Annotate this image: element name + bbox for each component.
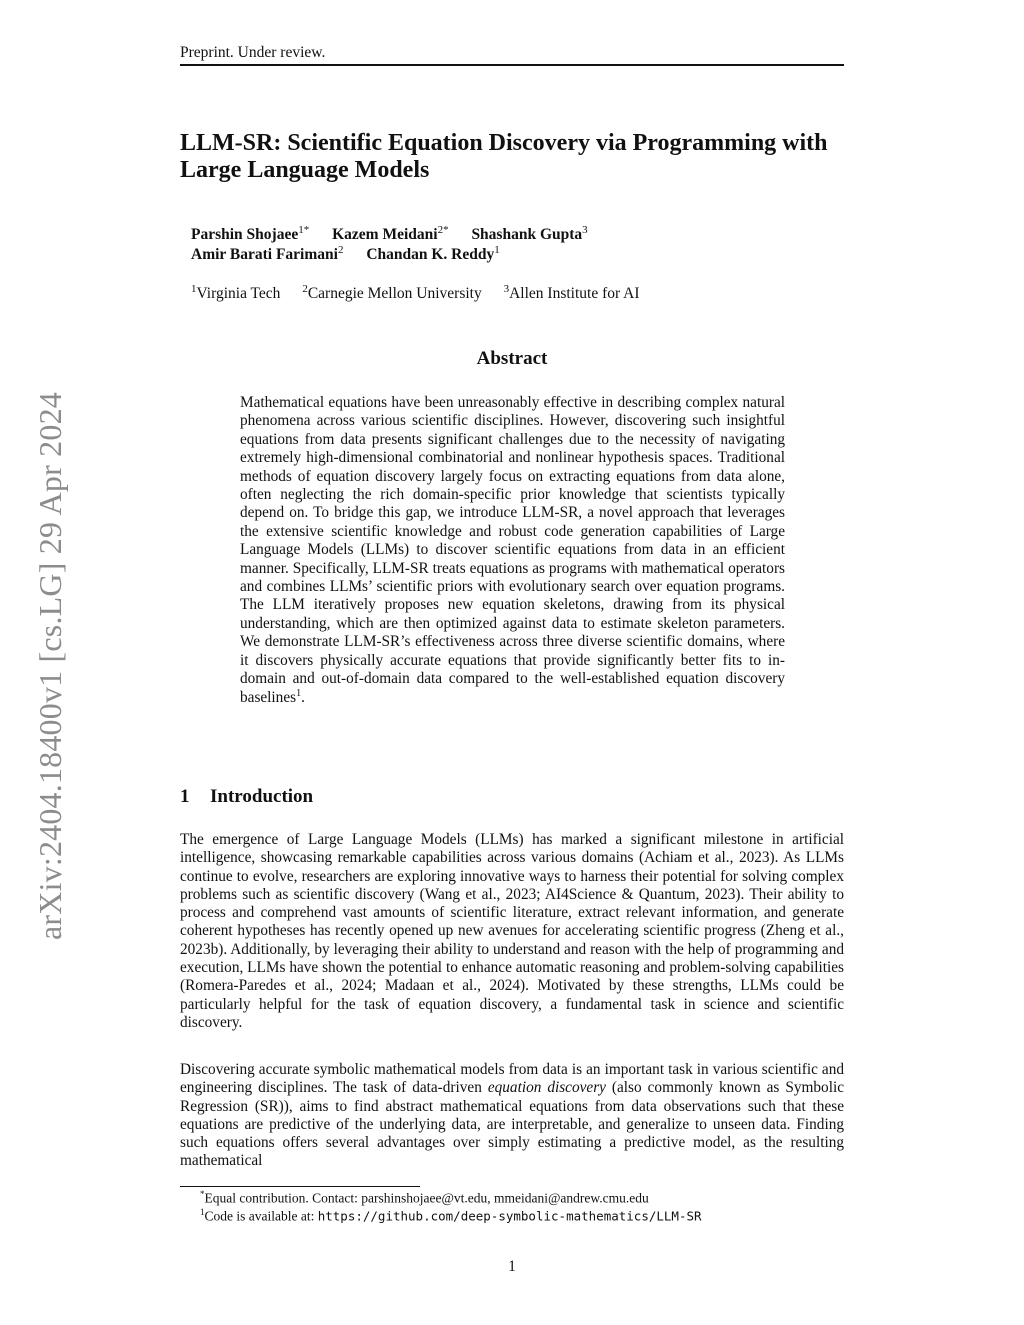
abstract-heading: Abstract bbox=[476, 348, 548, 369]
page-number: 1 bbox=[508, 1258, 516, 1275]
header-rule bbox=[180, 64, 844, 66]
section-number: 1 bbox=[180, 786, 190, 807]
author-name: Kazem Meidani$^{2*}$ bbox=[332, 224, 449, 244]
affiliation: $^1$Virginia Tech bbox=[191, 283, 281, 303]
author-line-2 bbox=[191, 244, 519, 264]
running-header: Preprint. Under review. bbox=[180, 44, 326, 61]
section-title: Introduction bbox=[210, 786, 314, 807]
footnote-mark: 1 bbox=[296, 687, 302, 699]
intro-paragraph-1: The emergence of Large Language Models (LLMs) has marked a significant milestone in artificial intelligence, showcasing remarkable capabilities across various domains (Achiam et al., 2023). As LLMs continue to evolve, researchers are exploring innovative ways to harness their potential for solving complex problems such as scientific discovery (Wang et al., 2023; AI4Science & Quantum, 2023). Their ability to process and comprehend vast amounts of scientific literature, extract relevant information, and generate coherent hypotheses has recently opened up new avenues for accelerating scientific progress (Zheng et al., 2023b). Additionally, by leveraging their ability to understand and reason with the help of programming and execution, LLMs have shown the potential to enhance automatic reasoning and problem-solving capabilities (Romera-Paredes et al., 2024; Madaan et al., 2024). Motivated by these strengths, LLMs could be particularly helpful for the task of equation discovery, a fundamental task in science and scientific discovery. bbox=[180, 831, 844, 1031]
footnote-rule bbox=[180, 1186, 420, 1187]
section-heading bbox=[180, 786, 313, 808]
author-name: Amir Barati Farimani$^2$ bbox=[191, 244, 344, 264]
abstract-text: Mathematical equations have been unreasonably effective in describing complex natural phenomena across various scientific disciplines. However, discovering such insightful equations from data presents significant challenges due to the necessity of navigating extremely high-dimensional combinatorial and nonlinear hypothesis spaces. Traditional methods of equation discovery largely focus on extracting equations from data alone, often neglecting the rich domain-specific prior knowledge that scientists typically depend on. To bridge this gap, we introduce LLM-SR, a novel approach that leverages the extensive scientific knowledge and robust code generation capabilities of Large Language Models (LLMs) to discover scientific equations from data in an efficient manner. Specifically, LLM-SR treats equations as programs with mathematical operators and combines LLMs’ scientific priors with evolutionary search over equation programs. The LLM iteratively proposes new equation skeletons, drawing from its physical understanding, which are then optimized against data to estimate skeleton parameters. We demonstrate LLM-SR’s effectiveness across three diverse scientific domains, where it discovers physically accurate equations that provide significantly better fits to in-domain and out-of-domain data compared to the well-established equation discovery baselines$^1$. bbox=[240, 394, 785, 706]
author-name: Parshin Shojaee$^{1*}$ bbox=[191, 224, 310, 244]
affiliations bbox=[191, 283, 658, 303]
arxiv-identifier: arXiv:2404.18400v1 [cs.LG] 29 Apr 2024 bbox=[32, 392, 68, 940]
author-name: Shashank Gupta$^3$ bbox=[471, 224, 588, 244]
paper-title: LLM-SR: Scientific Equation Discovery via Programming with Large Language Models bbox=[180, 130, 828, 183]
affiliation: $^2$Carnegie Mellon University bbox=[302, 283, 482, 303]
footnote: *Equal contribution. Contact: parshinshojaee@vt.edu, mmeidani@andrew.cmu.edu bbox=[200, 1189, 649, 1206]
intro-paragraph-2: Discovering accurate symbolic mathematical models from data is an important task in various scientific and engineering disciplines. The task of data-driven equation discovery (also commonly known as Symbolic Regression (SR)), aims to find abstract mathematical equations from data observations such that these equations are predictive of the underlying data, are interpretable, and generalize to unseen data. Finding such equations offers several advantages over simply estimating a predictive model, as the resulting mathematical bbox=[180, 1061, 844, 1170]
affiliation: $^3$Allen Institute for AI bbox=[503, 283, 640, 303]
author-name: Chandan K. Reddy$^1$ bbox=[366, 244, 500, 264]
footnote: $^1$Code is available at: https://github.com/deep-symbolic-mathematics/LLM-SR bbox=[200, 1207, 702, 1224]
code-link[interactable]: https://github.com/deep-symbolic-mathematics/LLM-SR bbox=[317, 1208, 702, 1224]
author-line-1 bbox=[191, 224, 607, 244]
